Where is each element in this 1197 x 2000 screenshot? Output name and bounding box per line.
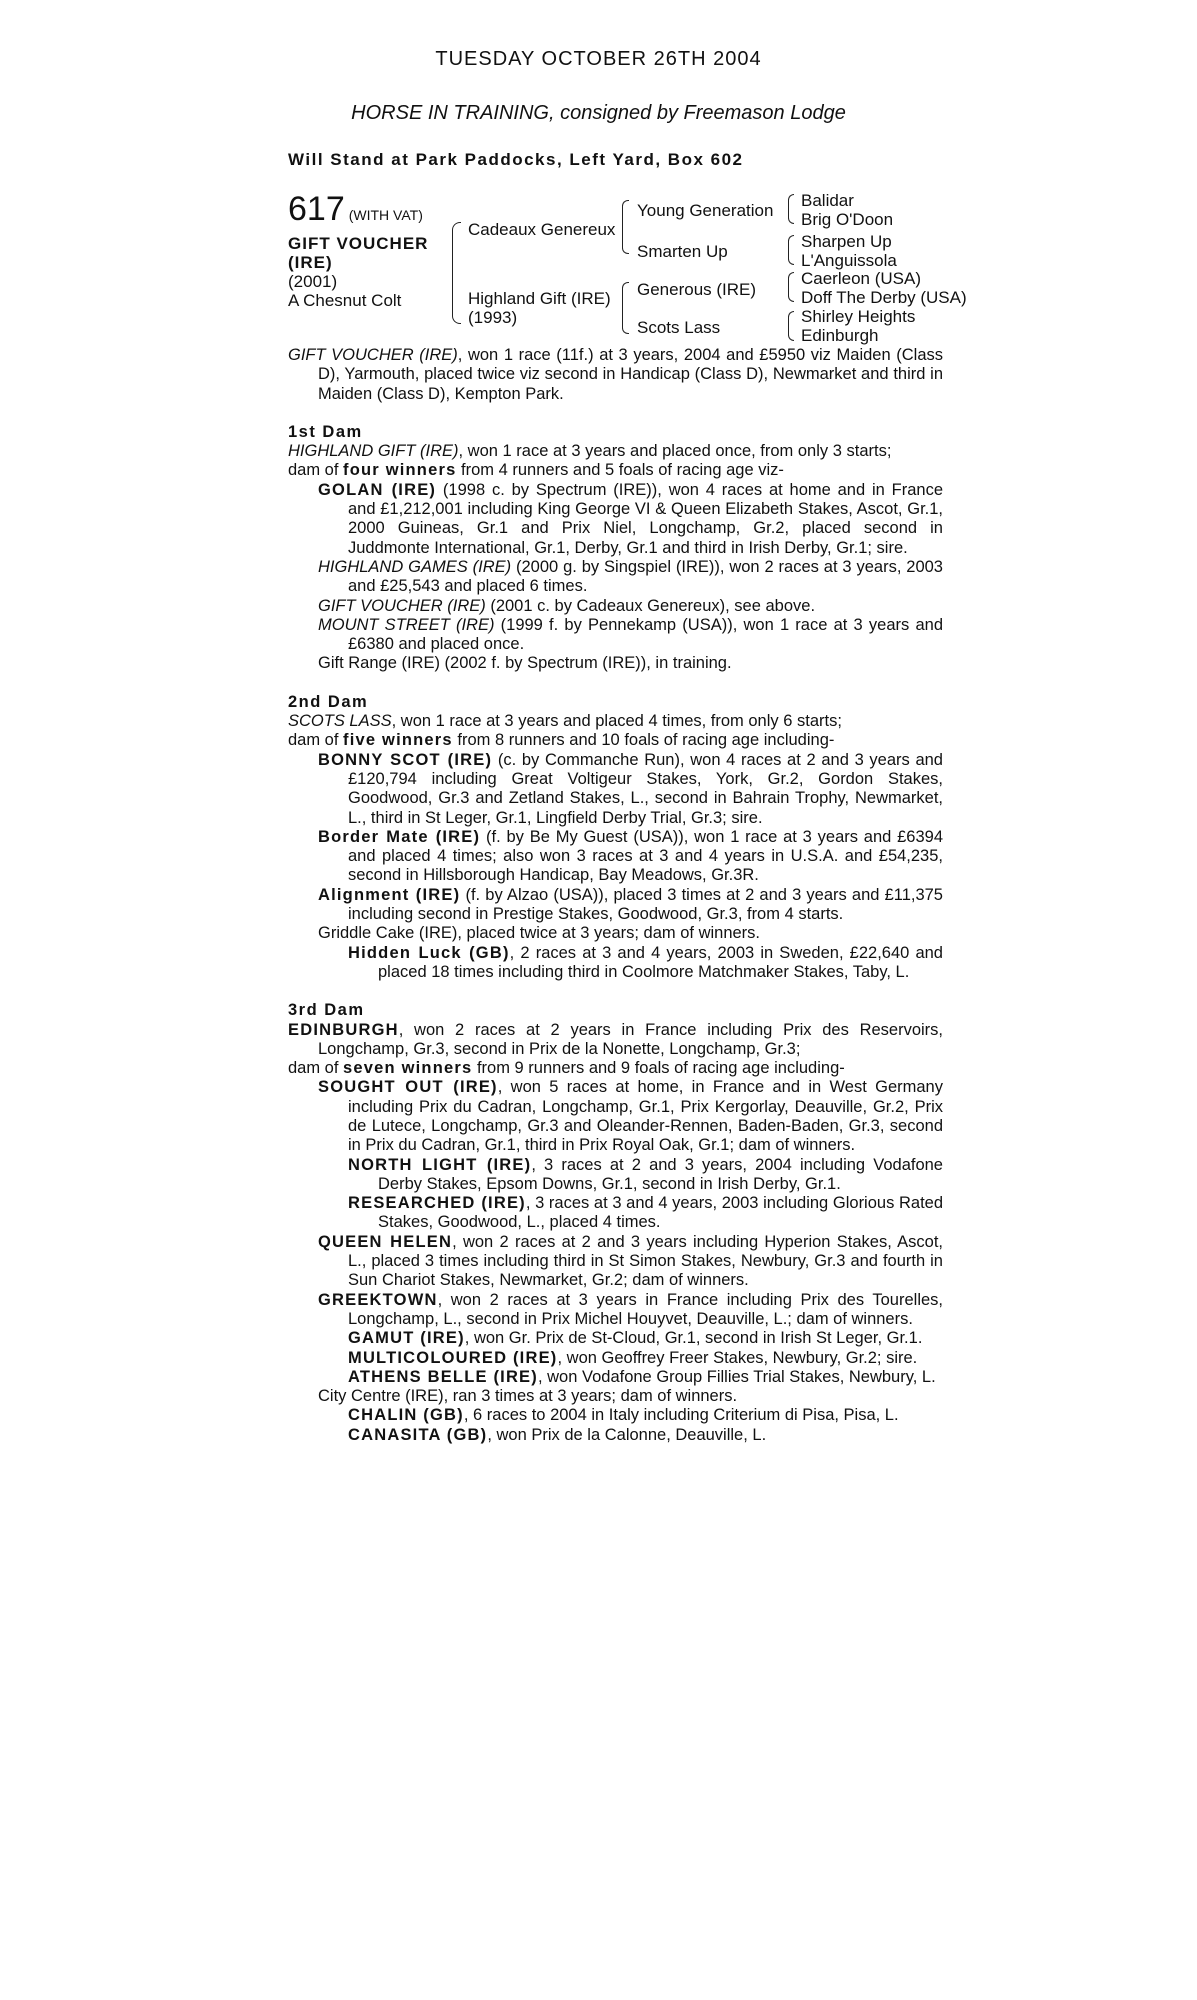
- produce-entry: [288, 886, 943, 925]
- second-dam-text: , won 1 race at 3 years and placed 4 times, from only 6 starts;: [391, 712, 842, 731]
- third-dam-summary: [288, 1021, 943, 1060]
- third-dam-heading: 3rd Dam: [288, 1001, 365, 1020]
- third-dam-name: EDINBURGH: [288, 1020, 399, 1039]
- pedigree-great-grandparent: Shirley Heights: [801, 307, 916, 326]
- produce-name: SOUGHT OUT (IRE): [318, 1078, 498, 1097]
- produce-name: BONNY SCOT (IRE): [318, 750, 493, 769]
- grand-produce-entry: [288, 1156, 943, 1195]
- second-dam-produce: [288, 731, 943, 750]
- produce-name: GOLAN (IRE): [318, 480, 437, 499]
- produce-entry: City Centre (IRE), ran 3 times at 3 years; dam of winners.: [318, 1387, 738, 1406]
- pedigree-grandparent: Smarten Up: [637, 242, 728, 261]
- race-record-name: GIFT VOUCHER (IRE): [288, 346, 458, 364]
- produce-text: , 3 races at 3 and 4 years, 2003 including Glorious Rated Stakes, Goodwood, L., placed 4 times.: [378, 1194, 944, 1232]
- horse-name-line1: GIFT VOUCHER: [288, 234, 429, 253]
- produce-name: NORTH LIGHT (IRE): [348, 1155, 532, 1174]
- produce-name: QUEEN HELEN: [318, 1232, 453, 1251]
- produce-name: GIFT VOUCHER (IRE): [318, 596, 486, 615]
- horse-name: [288, 234, 428, 272]
- produce-text: , won Geoffrey Freer Stakes, Newbury, Gr.2; sire.: [557, 1348, 918, 1367]
- produce-entry: [288, 1291, 943, 1330]
- pedigree-brace-gg2: [788, 235, 794, 265]
- produce-text: , won 5 races at home, in France and in West Germany including Prix du Cadran, Longchamp, Gr.1, Prix Kergorlay, Deauville, Gr.2, Prix de Lutece, Longchamp, Gr.3 and Oleander-Rennen, Baden-Baden, Gr.3, second in Prix du Cadran, Gr.1, third in Prix Royal Oak, Gr.1; dam of winners.: [348, 1078, 943, 1155]
- grand-produce-entry: [288, 1368, 943, 1387]
- sale-date: TUESDAY OCTOBER 26TH 2004: [435, 48, 762, 70]
- first-dam-text: , won 1 race at 3 years and placed once, from only 3 starts;: [458, 442, 892, 461]
- catalogue-body: [288, 346, 943, 1445]
- pedigree-brace-gg1: [788, 194, 794, 224]
- produce-text: (1999 f. by Pennekamp (USA)), won 1 race at 3 years and £6380 and placed once.: [348, 615, 943, 654]
- grand-produce-entry: [288, 1194, 943, 1233]
- grand-produce-entry: [288, 1426, 943, 1445]
- pedigree-brace-main: [452, 222, 461, 324]
- second-dam-name: SCOTS LASS: [288, 712, 392, 731]
- produce-name: Border Mate (IRE): [318, 827, 481, 846]
- first-dam-heading: 1st Dam: [288, 422, 363, 441]
- third-dam-text: , won 2 races at 2 years in France including Prix des Reservoirs, Longchamp, Gr.3, second in Prix de la Nonette, Longchamp, Gr.3;: [318, 1020, 943, 1058]
- produce-text: dam of: [288, 461, 344, 480]
- produce-entry: [288, 1078, 943, 1155]
- produce-name: RESEARCHED (IRE): [348, 1194, 526, 1213]
- produce-entry: [288, 1233, 943, 1291]
- produce-entry: Griddle Cake (IRE), placed twice at 3 years; dam of winners.: [318, 924, 761, 943]
- produce-name: ATHENS BELLE (IRE): [348, 1367, 538, 1386]
- produce-text: , 2 races at 3 and 4 years, 2003 in Sweden, £22,640 and placed 18 times including third in Coolmore Matchmaker Stakes, Taby, L.: [378, 943, 943, 981]
- produce-text: (2001 c. by Cadeaux Genereux), see above.: [485, 596, 816, 615]
- produce-text: dam of: [288, 731, 344, 750]
- produce-entry: Gift Range (IRE) (2002 f. by Spectrum (IRE)), in training.: [318, 654, 732, 673]
- produce-text: (f. by Alzao (USA)), placed 3 times at 2 and 3 years and £11,375 including second in Prestige Stakes, Goodwood, Gr.3, from 4 starts.: [348, 885, 943, 924]
- pedigree-great-grandparent: Doff The Derby (USA): [801, 288, 967, 307]
- produce-entry: [288, 616, 943, 655]
- grand-produce-entry: [288, 1406, 943, 1425]
- grand-produce-entry: [288, 944, 943, 983]
- produce-name: MULTICOLOURED (IRE): [348, 1348, 558, 1367]
- pedigree-dam-line1: Highland Gift (IRE): [468, 289, 611, 308]
- produce-name: CHALIN (GB): [348, 1406, 464, 1425]
- pedigree-great-grandparent: Edinburgh: [801, 326, 879, 345]
- produce-count: four winners: [343, 461, 457, 480]
- race-record: [288, 346, 943, 404]
- stand-location: Will Stand at Park Paddocks, Left Yard, Box 602: [288, 150, 744, 169]
- produce-name: CANASITA (GB): [348, 1425, 488, 1444]
- first-dam-name: HIGHLAND GIFT (IRE): [288, 442, 459, 461]
- pedigree-great-grandparent: L'Anguissola: [801, 251, 897, 270]
- produce-text: from 8 runners and 10 foals of racing age including-: [452, 731, 835, 750]
- vat-label: (WITH VAT): [348, 207, 423, 223]
- produce-count: five winners: [343, 731, 453, 750]
- pedigree-great-grandparent: Brig O'Doon: [801, 210, 894, 229]
- pedigree-brace-dam: [622, 282, 629, 334]
- grand-produce-entry: [288, 1329, 943, 1348]
- produce-text: dam of: [288, 1059, 344, 1078]
- grand-produce-entry: [288, 1349, 943, 1368]
- pedigree-great-grandparent: Sharpen Up: [801, 232, 892, 251]
- produce-name: MOUNT STREET (IRE): [318, 615, 495, 634]
- produce-entry: [288, 558, 943, 597]
- horse-description: A Chesnut Colt: [288, 291, 402, 310]
- third-dam-produce: [288, 1059, 943, 1078]
- produce-text: (2000 g. by Singspiel (IRE)), won 2 races at 3 years, 2003 and £25,543 and placed 6 times.: [348, 557, 943, 596]
- first-dam-summary: [288, 442, 943, 461]
- produce-text: , won 2 races at 3 years in France including Prix des Tourelles, Longchamp, L., second in Prix Michel Houyvet, Deauville, L.; dam of winners.: [348, 1290, 943, 1328]
- pedigree-grandparent: Young Generation: [637, 201, 774, 220]
- produce-count: seven winners: [343, 1059, 473, 1078]
- produce-text: (f. by Be My Guest (USA)), won 1 race at 3 years and £6394 and placed 4 times; also won 3 races at 3 and 4 years in U.S.A. and £54,235, second in Hillsborough Handicap, Bay Meadows, Gr.3R.: [348, 827, 944, 885]
- produce-text: , 3 races at 2 and 3 years, 2004 including Vodafone Derby Stakes, Epsom Downs, Gr.1, second in Irish Derby, Gr.1.: [378, 1155, 943, 1193]
- produce-text: from 4 runners and 5 foals of racing age viz-: [456, 461, 784, 480]
- produce-name: Hidden Luck (GB): [348, 943, 510, 962]
- produce-name: HIGHLAND GAMES (IRE): [318, 557, 512, 576]
- consignor-line: HORSE IN TRAINING, consigned by Freemason Lodge: [351, 102, 846, 124]
- second-dam-heading: 2nd Dam: [288, 692, 369, 711]
- produce-text: , won Prix de la Calonne, Deauville, L.: [487, 1425, 767, 1444]
- produce-name: GREEKTOWN: [318, 1290, 438, 1309]
- horse-name-line2: (IRE): [288, 253, 333, 272]
- produce-text: , won Vodafone Group Fillies Trial Stakes, Newbury, L.: [537, 1367, 936, 1386]
- produce-entry: [288, 597, 943, 616]
- produce-text: , won 2 races at 2 and 3 years including Hyperion Stakes, Ascot, L., placed 3 times including third in St Simon Stakes, Newbury, Gr.3 and fourth in Sun Chariot Stakes, Newmarket, Gr.2; dam of winners.: [348, 1232, 943, 1290]
- pedigree-great-grandparent: Balidar: [801, 191, 854, 210]
- produce-text: , 6 races to 2004 in Italy including Criterium di Pisa, Pisa, L.: [463, 1406, 899, 1425]
- pedigree-dam-line2: (1993): [468, 308, 518, 327]
- produce-name: Alignment (IRE): [318, 885, 461, 904]
- pedigree-grandparent: Generous (IRE): [637, 280, 757, 299]
- produce-name: GAMUT (IRE): [348, 1329, 465, 1348]
- produce-text: (c. by Commanche Run), won 4 races at 2 and 3 years and £120,794 including Great Voltigeur Stakes, York, Gr.2, Gordon Stakes, Goodwood, Gr.3 and Zetland Stakes, L., second in Bahrain Trophy, Newmarket, L., third in St Leger, Gr.1, Lingfield Derby Trial, Gr.3; sire.: [348, 750, 943, 827]
- pedigree-brace-sire: [622, 200, 629, 254]
- produce-entry: [288, 751, 943, 828]
- produce-entry: [288, 481, 943, 558]
- race-record-text: , won 1 race (11f.) at 3 years, 2004 and £5950 viz Maiden (Class D), Yarmouth, placed twice viz second in Handicap (Class D), Newmarket and third in Maiden (Class D), Kempton Park.: [318, 346, 944, 403]
- first-dam-produce: [288, 461, 943, 480]
- second-dam-summary: [288, 712, 943, 731]
- pedigree-brace-gg4: [788, 311, 794, 341]
- horse-year: (2001): [288, 272, 338, 291]
- lot-number: 617: [288, 190, 345, 228]
- pedigree-sire: Cadeaux Genereux: [468, 220, 616, 239]
- lot-number-block: [288, 192, 423, 226]
- pedigree-brace-gg3: [788, 272, 794, 302]
- produce-entry: [288, 828, 943, 886]
- pedigree-grandparent: Scots Lass: [637, 318, 721, 337]
- pedigree-great-grandparent: Caerleon (USA): [801, 269, 921, 288]
- produce-text: , won Gr. Prix de St-Cloud, Gr.1, second in Irish St Leger, Gr.1.: [464, 1329, 923, 1348]
- produce-text: from 9 runners and 9 foals of racing age including-: [472, 1059, 845, 1078]
- produce-text: (1998 c. by Spectrum (IRE)), won 4 races at home and in France and £1,212,001 including King George VI & Queen Elizabeth Stakes, Ascot, Gr.1, 2000 Guineas, Gr.1 and Prix Niel, Longchamp, Gr.2, placed second in Juddmonte International, Gr.1, Derby, Gr.1 and third in Irish Derby, Gr.1; sire.: [348, 480, 944, 557]
